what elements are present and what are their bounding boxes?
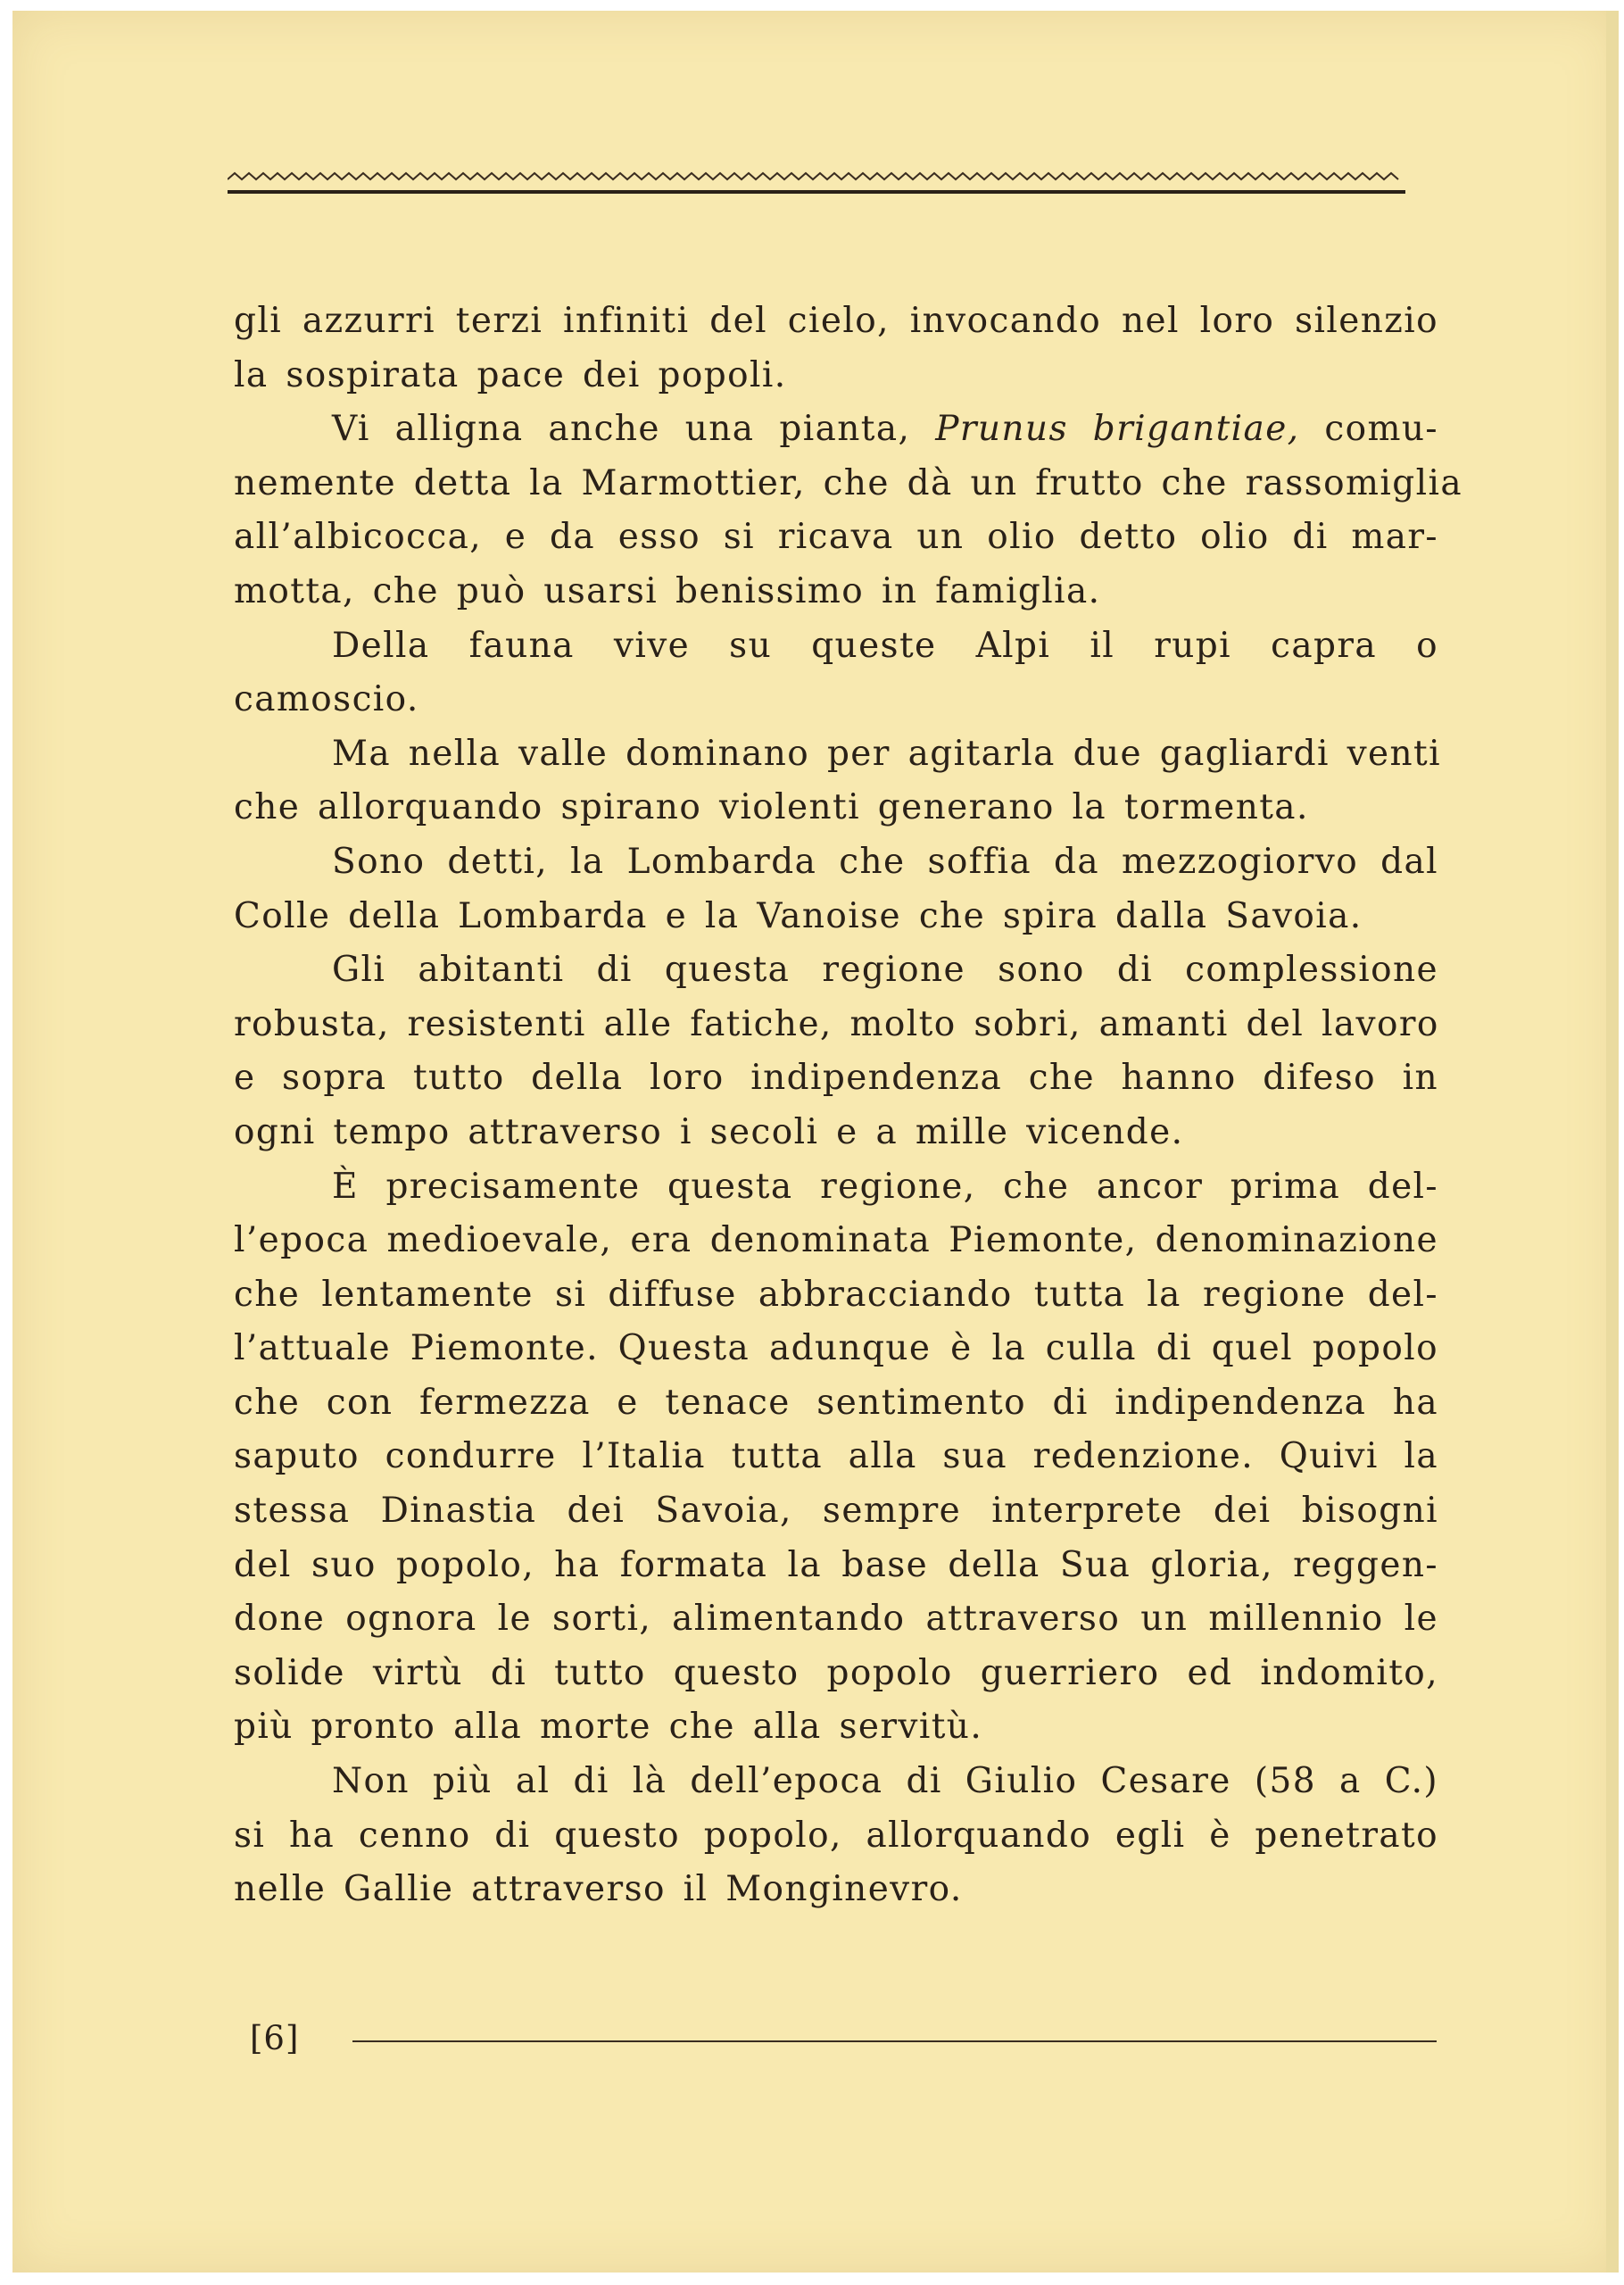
text-line: Sono detti, la Lombarda che soffia da mezzogiorvo dal xyxy=(332,841,1438,882)
text-fragment: comu- xyxy=(1299,409,1438,450)
text-line: Della fauna vive su queste Alpi il rupi capra o xyxy=(332,625,1438,666)
page-number: [6] xyxy=(250,2019,300,2057)
header-wavy-rule xyxy=(228,165,1405,201)
text-line: nelle Gallie attraverso il Monginevro. xyxy=(234,1869,963,1910)
text-line: si ha cenno di questo popolo, allorquando egli è penetrato xyxy=(234,1815,1438,1856)
text-fragment: Vi alligna anche una pianta, xyxy=(332,409,936,450)
text-line: camoscio. xyxy=(234,679,419,720)
text-line: done ognora le sorti, alimentando attraverso un millennio le xyxy=(234,1599,1438,1640)
text-line: nemente detta la Marmottier, che dà un frutto che rassomiglia xyxy=(234,462,1462,503)
text-line: l’epoca medioevale, era denominata Piemonte, denominazione xyxy=(234,1220,1438,1261)
text-line: l’attuale Piemonte. Questa adunque è la culla di quel popolo xyxy=(234,1328,1438,1369)
text-line xyxy=(234,403,1438,457)
text-line: robusta, resistenti alle fatiche, molto sobri, amanti del lavoro xyxy=(234,1003,1439,1044)
text-line: È precisamente questa regione, che ancor prima del- xyxy=(332,1166,1438,1207)
text-line: Ma nella valle dominano per agitarla due gagliardi venti xyxy=(332,733,1442,774)
text-line: che con fermezza e tenace sentimento di indipendenza ha xyxy=(234,1382,1438,1423)
footer-rule xyxy=(352,2040,1437,2042)
text-line: Non più al di là dell’epoca di Giulio Cesare (58 a C.) xyxy=(332,1761,1438,1802)
text-line: stessa Dinastia dei Savoia, sempre interprete dei bisogni xyxy=(234,1491,1438,1532)
text-line: saputo condurre l’Italia tutta alla sua redenzione. Quivi la xyxy=(234,1436,1438,1477)
botanical-name: Prunus brigantiae, xyxy=(935,409,1300,450)
page-edge xyxy=(1606,11,1619,2273)
text-line: ogni tempo attraverso i secoli e a mille vicende. xyxy=(234,1111,1184,1152)
text-line: gli azzurri terzi infiniti del cielo, invocando nel loro silenzio xyxy=(234,301,1438,341)
text-line: Colle della Lombarda e la Vanoise che spira dalla Savoia. xyxy=(234,895,1363,936)
text-line: e sopra tutto della loro indipendenza che hanno difeso in xyxy=(234,1058,1438,1099)
text-line: Gli abitanti di questa regione sono di complessione xyxy=(332,950,1438,991)
body-text xyxy=(234,295,1462,1917)
text-line: motta, che può usarsi benissimo in famiglia. xyxy=(234,570,1101,611)
text-line: solide virtù di tutto questo popolo guerriero ed indomito, xyxy=(234,1652,1438,1693)
text-line: la sospirata pace dei popoli. xyxy=(234,354,787,395)
text-line: che allorquando spirano violenti generano la tormenta. xyxy=(234,787,1309,828)
text-line: che lentamente si diffuse abbracciando tutta la regione del- xyxy=(234,1274,1438,1315)
text-line: all’albicocca, e da esso si ricava un olio detto olio di mar- xyxy=(234,517,1438,558)
text-line: del suo popolo, ha formata la base della Sua gloria, reggen- xyxy=(234,1544,1438,1585)
text-line: più pronto alla morte che alla servitù. xyxy=(234,1707,983,1748)
